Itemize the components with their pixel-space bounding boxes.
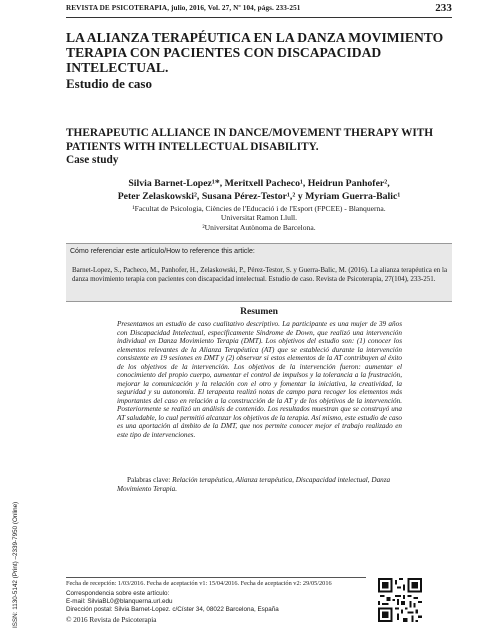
keywords <box>117 476 402 493</box>
issn-vertical: ISSN: 1130-5142 (Print) –2339-7950 (Online) <box>12 501 19 628</box>
running-header <box>66 4 452 12</box>
authors-line-1: Silvia Barnet-Lopez¹*, Meritxell Pacheco¹, Heidrun Panhofer², <box>128 178 390 189</box>
header-divider <box>66 17 452 18</box>
authors-line-2: Peter Zelaskowski², Susana Pérez-Testor¹,² y Myriam Guerra-Balic¹ <box>117 190 401 202</box>
keywords-label: Palabras clave: <box>127 476 171 484</box>
correspondence-email: E-mail: SilviaBL0@blanquerna.url.edu <box>66 597 173 605</box>
citation-heading: Cómo referenciar este artículo/How to reference this article: <box>70 248 255 255</box>
correspondence-address: Dirección postal: Silvia Barnet-Lopez. c/Císter 34, 08022 Barcelona, España <box>66 605 279 613</box>
affiliation-1: ¹Facultat de Psicologia, Ciències de l'Educació i de l'Esport (FPCEE) - Blanquerna. <box>132 204 386 213</box>
copyright: © 2016 Revista de Psicoterapia <box>66 616 157 624</box>
keywords-list: Relación terapéutica, Alianza terapéutica, Discapacidad intelectual, Danza Movimiento Terapia. <box>117 476 391 493</box>
footer-divider <box>66 577 366 578</box>
submission-dates: Fecha de recepción: 1/03/2016. Fecha de aceptación v1: 15/04/2016. Fecha de aceptación v2: 29/05/2016 <box>66 580 332 587</box>
correspondence-heading: Correspondencia sobre este artículo: <box>66 590 170 597</box>
author-list <box>66 178 452 203</box>
correspondence <box>66 590 279 613</box>
subtitle-spanish: Estudio de caso <box>66 76 152 91</box>
qr-code-icon <box>378 578 422 622</box>
title-english: THERAPEUTIC ALLIANCE IN DANCE/MOVEMENT THERAPY WITH PATIENTS WITH INTELLECTUAL DISABILITY. <box>66 127 434 153</box>
running-header-text: REVISTA DE PSICOTERAPIA, julio, 2016, Vol. 27, Nº 104, págs. 233-251 <box>66 4 301 12</box>
page-number: 233 <box>435 2 452 14</box>
citation-text: Barnet-Lopez, S., Pacheco, M., Panhofer, H., Zelaskowski, P., Pérez-Testor, S. y Guerra-Balic, M. (2016). La alianza terapéutica en la danza movimiento terapia con pacientes con discapacidad intelectual. Estudio de caso. Revista de Psicoterapia, 27(104), 233-251. <box>72 266 448 283</box>
subtitle-english: Case study <box>66 154 119 166</box>
title-spanish: LA ALIANZA TERAPÉUTICA EN LA DANZA MOVIMIENTO TERAPIA CON PACIENTES CON DISCAPACIDAD INTELECTUAL. <box>66 30 444 75</box>
affiliations <box>66 204 452 232</box>
abstract-heading: Resumen <box>240 306 278 317</box>
affiliation-2: ²Universitat Autònoma de Barcelona. <box>202 222 316 232</box>
affiliation-1-cont: Universitat Ramon Llull. <box>220 213 298 223</box>
abstract-text: Presentamos un estudio de caso cualitativo descriptivo. La participante es una mujer de 39 años con Discapacidad Intelectual, específicamente Síndrome de Down, que realizó una intervención individual en Danza Movimiento Terapia (DMT). Los objetivos del estudio son: (1) conocer los elementos relevantes de la Alianza Terapéutica (AT) que se estableció durante la intervención consistente en 19 sesiones en DMT y (2) observar si estos elementos de la AT contribuyen al éxito de los objetivos de la intervención. Los objetivos de la intervención fueron: aumentar el conocimiento del propio cuerpo, aumentar el control de impulsos y la tolerancia a la frustración, mejorar la comunicación y la relación con el otro y fomentar la iniciativa, la creatividad, la seguridad y su autonomía. El terapeuta realizó notas de campo para recoger los elementos más importantes del caso en relación a la construcción de la AT y de los objetivos de la intervención. Posteriormente se realizó un análisis de contenido. Los resultados muestran que se construyó una AT saludable, lo cual permitió alcanzar los objetivos de la terapia. Así mismo, este estudio de caso es una aportación al ámbito de la DMT, que nos permite conocer mejor el trabajo realizado en este tipo de intervenciones. <box>117 320 402 439</box>
